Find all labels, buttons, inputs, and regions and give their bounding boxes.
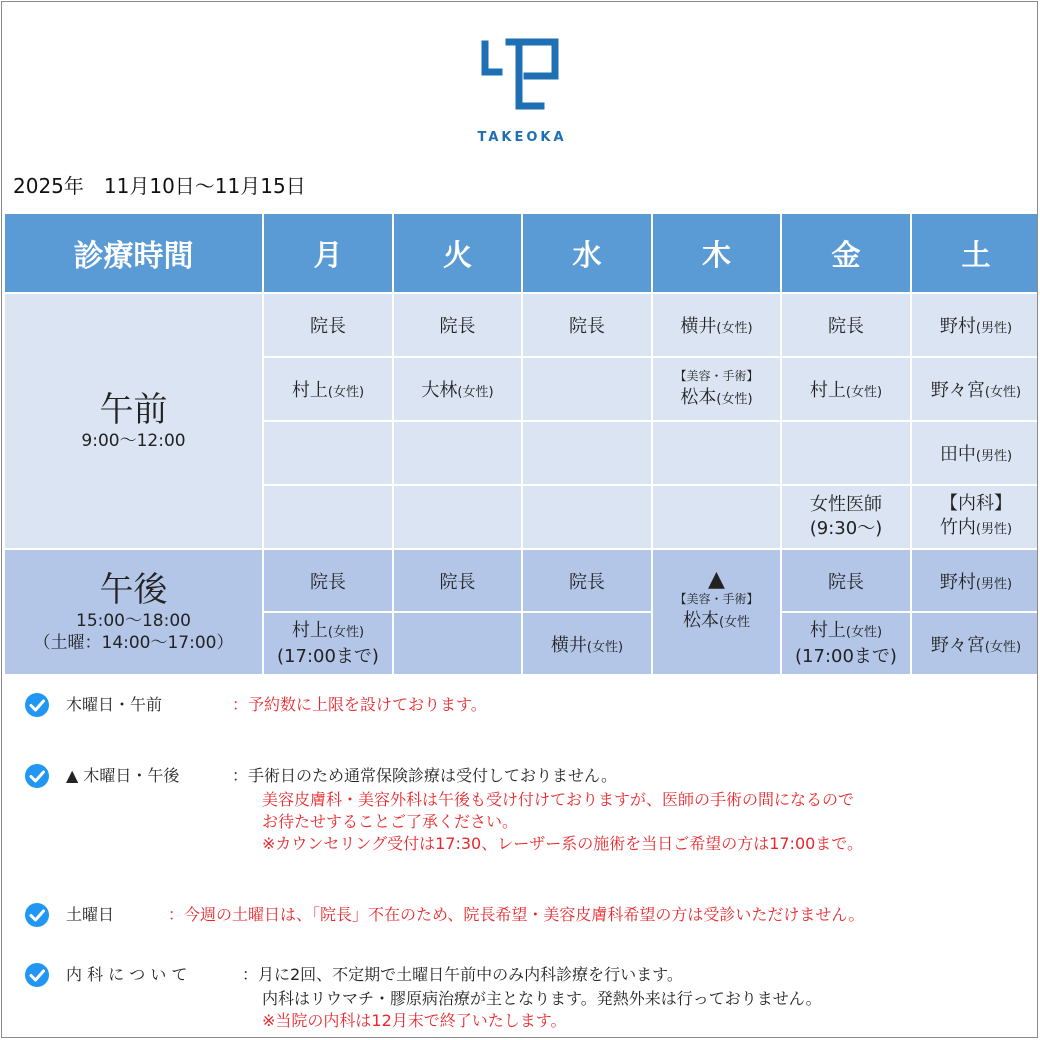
header-tue: 火 [393, 213, 522, 293]
note-subline: 美容皮膚科・美容外科は午後も受け付けておりますが、医師の手術の間になるので [262, 790, 855, 809]
am-sat-1: 野村(男性) [911, 293, 1038, 357]
am-period-cell [4, 293, 263, 549]
am-thu-3 [652, 421, 781, 485]
pm-row-1 [4, 549, 1038, 612]
schedule-table [3, 212, 1038, 676]
check-circle-icon [24, 763, 50, 789]
am-tue-1: 院長 [393, 293, 522, 357]
am-hours: 9:00～12:00 [81, 431, 186, 451]
check-circle-icon [24, 692, 50, 718]
page-frame [1, 1, 1038, 1038]
pm-fri-1: 院長 [781, 549, 911, 612]
header-thu: 木 [652, 213, 781, 293]
am-fri-2: 村上(女性) [781, 357, 911, 421]
note-separator: ： [232, 766, 249, 785]
pm-sat-2: 野々宮(女性) [911, 612, 1038, 675]
am-fri-3 [781, 421, 911, 485]
pm-tue-1: 院長 [393, 549, 522, 612]
am-wed-2 [522, 357, 652, 421]
note-text: 月に2回、不定期で土曜日午前中のみ内科診療を行います。 [258, 965, 683, 984]
note-text: 今週の土曜日は、「院長」不在のため、院長希望・美容皮膚科希望の方は受診いただけません。 [184, 905, 865, 924]
am-mon-4 [263, 485, 393, 549]
pm-hours: 15:00～18:00 [76, 611, 191, 631]
am-thu-1: 横井(女性) [652, 293, 781, 357]
am-tue-3 [393, 421, 522, 485]
note-separator: ： [232, 695, 249, 714]
note-label: 木曜日・午前 [66, 695, 163, 714]
am-wed-1: 院長 [522, 293, 652, 357]
am-thu-4 [652, 485, 781, 549]
header-hours: 診療時間 [4, 213, 263, 293]
am-sat-4: 【内科】 竹内(男性) [911, 485, 1038, 549]
schedule-header-row [4, 213, 1038, 293]
note-text: 手術日のため通常保険診療は受付しておりません。 [248, 766, 617, 785]
note-separator: ： [242, 965, 259, 984]
pm-period-cell [4, 549, 263, 675]
note-label: 土曜日 [66, 905, 115, 924]
header-wed: 水 [522, 213, 652, 293]
am-thu-2: 【美容・手術】 松本(女性) [652, 357, 781, 421]
note-subline: ※当院の内科は12月末で終了いたします。 [262, 1011, 567, 1030]
check-circle-icon [24, 902, 50, 928]
note-separator: ： [168, 905, 185, 924]
am-sat-2: 野々宮(女性) [911, 357, 1038, 421]
pm-wed-1: 院長 [522, 549, 652, 612]
am-fri-4: 女性医師 (9:30～) [781, 485, 911, 549]
pm-fri-2: 村上(女性) (17:00まで) [781, 612, 911, 675]
note-subline: お待たせすることご了承ください。 [262, 812, 519, 831]
note-label: ▲ 木曜日・午後 [66, 766, 180, 785]
note-label: 内 科 に つ い て [66, 965, 188, 984]
pm-mon-1: 院長 [263, 549, 393, 612]
pm-mon-2: 村上(女性) (17:00まで) [263, 612, 393, 675]
note-subline: ※カウンセリング受付は17:30、レーザー系の施術を当日ご希望の方は17:00まで。 [262, 834, 863, 853]
am-fri-1: 院長 [781, 293, 911, 357]
am-wed-4 [522, 485, 652, 549]
check-circle-icon [24, 962, 50, 988]
pm-sat-1: 野村(男性) [911, 549, 1038, 612]
date-range: 2025年 11月10日～11月15日 [13, 174, 306, 198]
am-sat-3: 田中(男性) [911, 421, 1038, 485]
pm-thu: ▲ 【美容・手術】 松本(女性 [652, 549, 781, 675]
pm-tue-2 [393, 612, 522, 675]
header-sat: 土 [911, 213, 1038, 293]
pm-wed-2: 横井(女性) [522, 612, 652, 675]
surgery-day-mark: ▲ [708, 567, 725, 592]
am-tue-2: 大林(女性) [393, 357, 522, 421]
note-subline: 内科はリウマチ・膠原病治療が主となります。発熱外来は行っておりません。 [262, 989, 822, 1008]
logo-text: TAKEOKA [477, 130, 567, 145]
takeoka-logo-icon [479, 38, 565, 110]
pm-hours-sat: （土曜：14:00～17:00） [33, 633, 234, 653]
am-mon-3 [263, 421, 393, 485]
note-text: 予約数に上限を設けております。 [248, 695, 487, 714]
am-title: 午前 [99, 390, 168, 430]
header-fri: 金 [781, 213, 911, 293]
am-row-1 [4, 293, 1038, 357]
am-tue-4 [393, 485, 522, 549]
am-mon-2: 村上(女性) [263, 357, 393, 421]
pm-title: 午後 [99, 570, 168, 610]
header-mon: 月 [263, 213, 393, 293]
am-wed-3 [522, 421, 652, 485]
am-mon-1: 院長 [263, 293, 393, 357]
